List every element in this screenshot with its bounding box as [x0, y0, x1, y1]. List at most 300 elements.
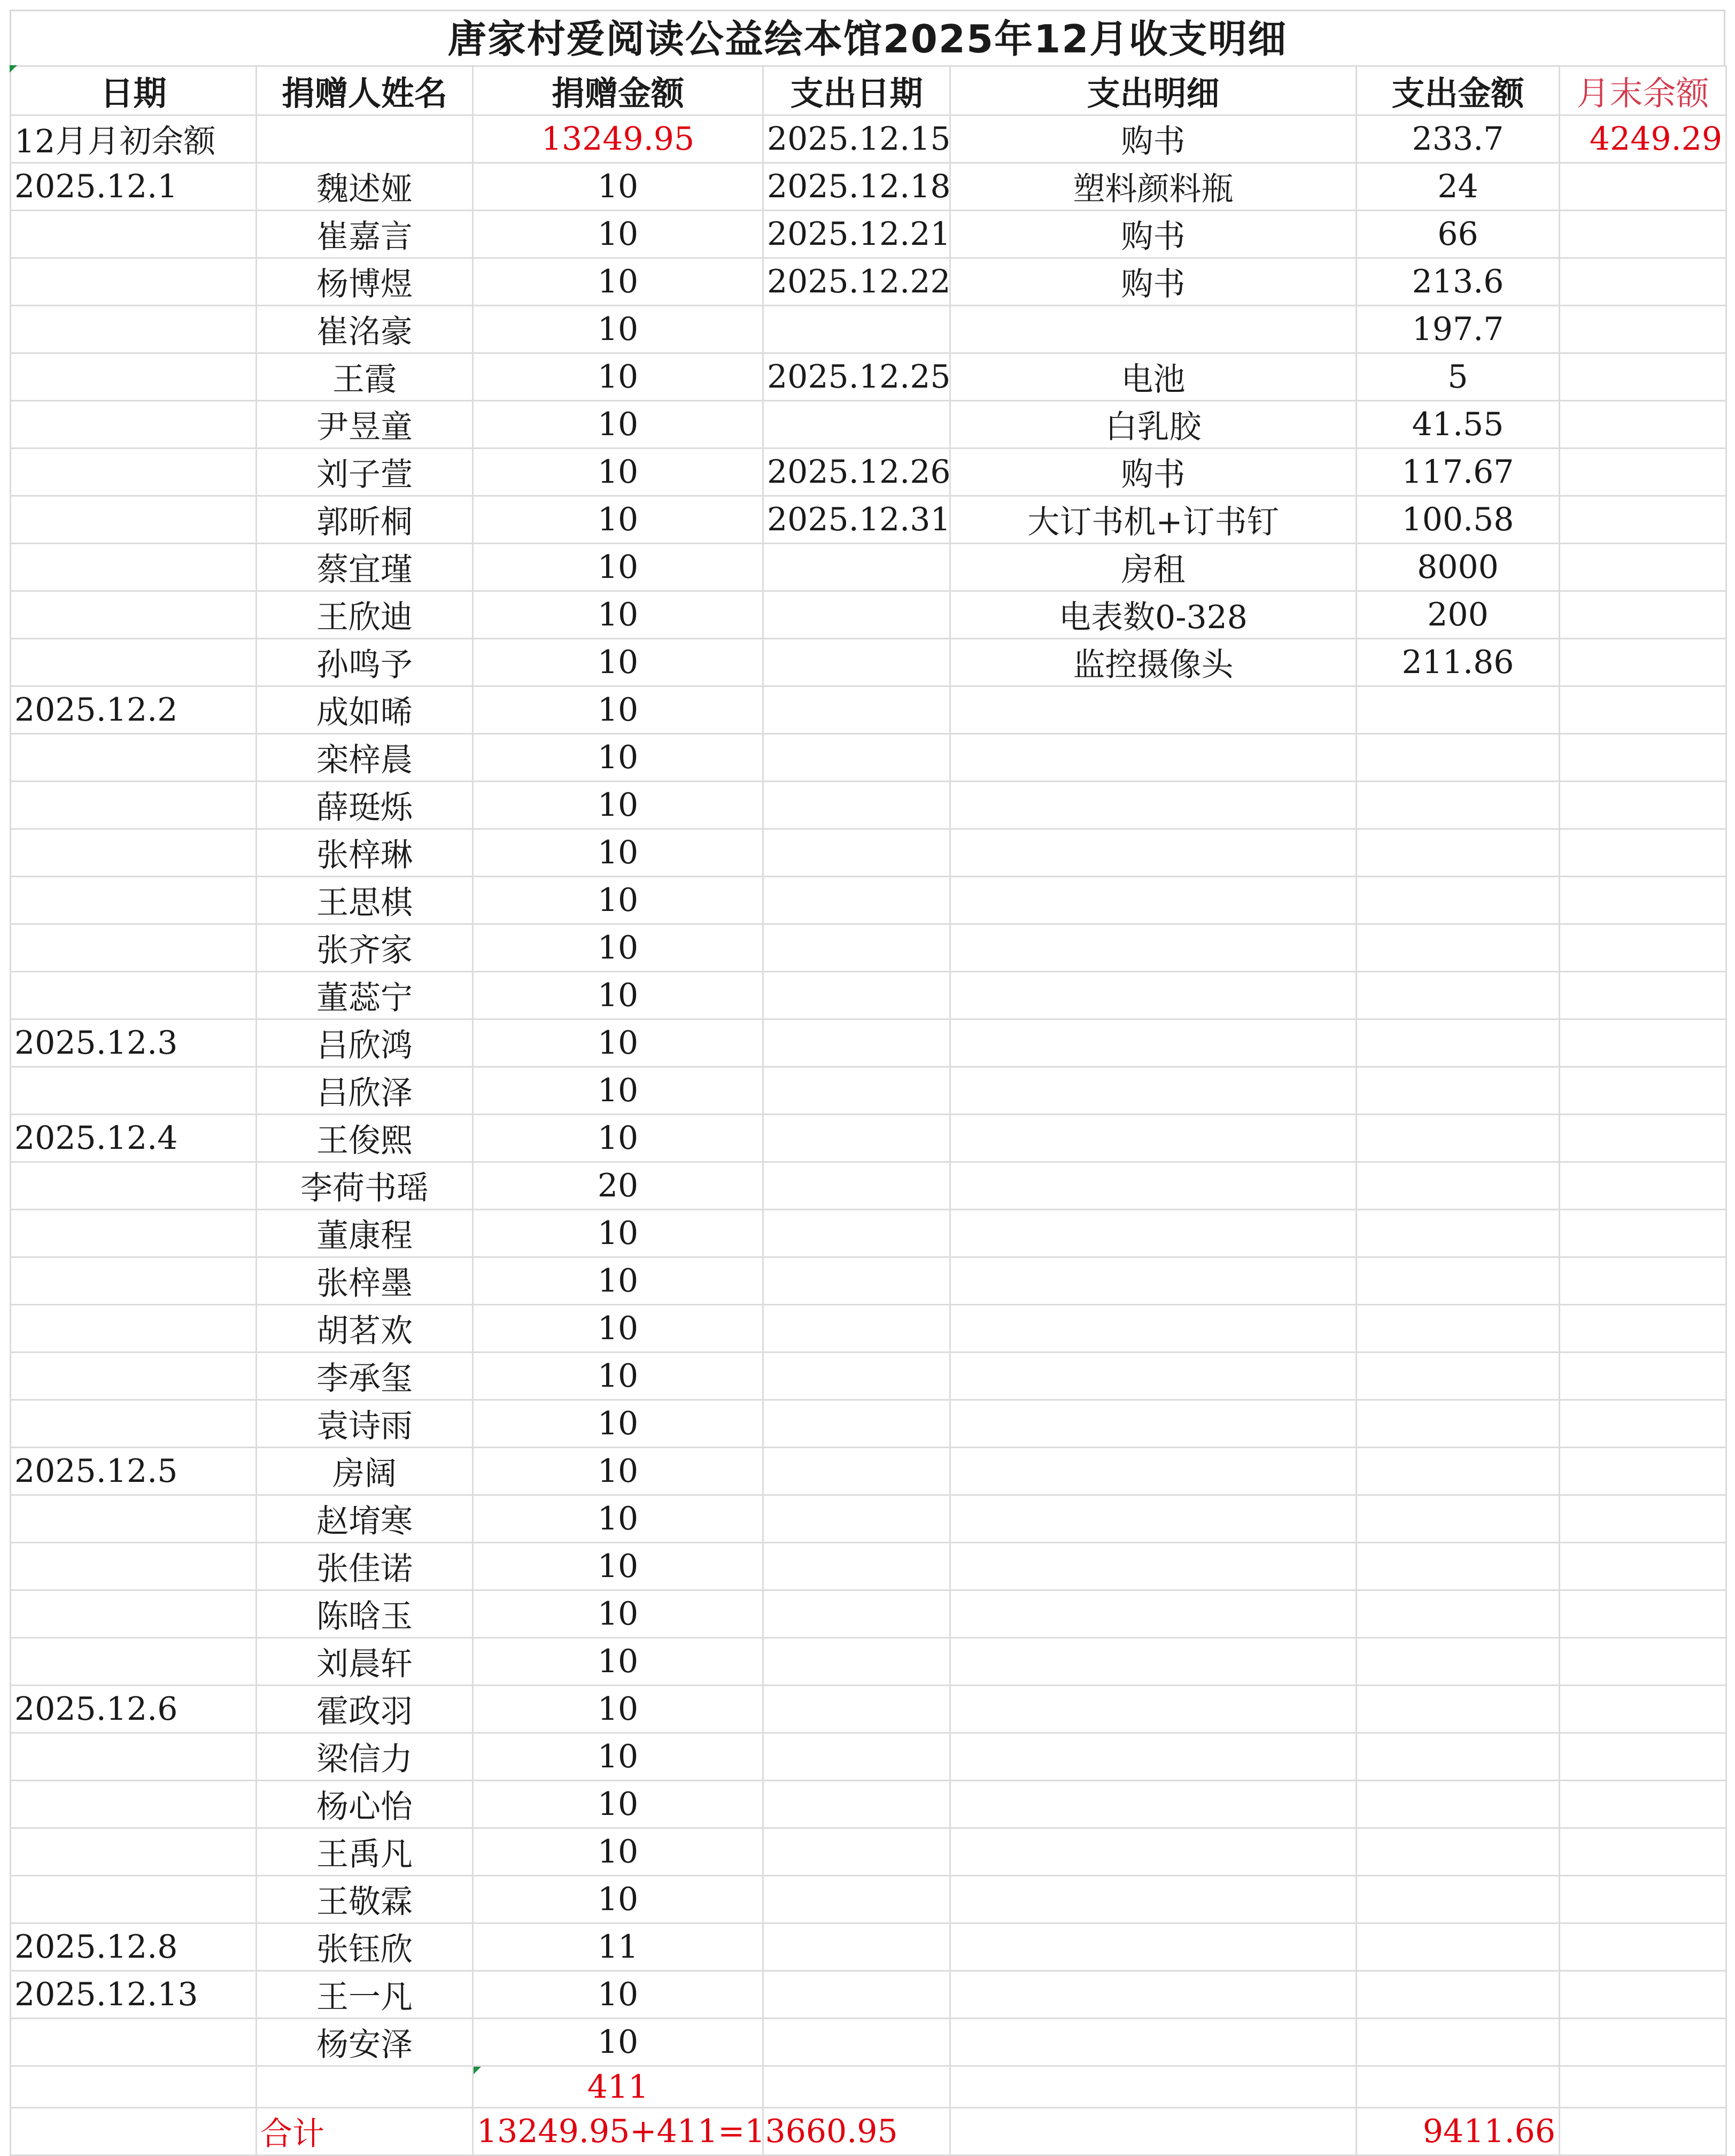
- donor-name-cell[interactable]: 王俊熙: [257, 1115, 473, 1162]
- date-cell[interactable]: [11, 924, 257, 972]
- expense-date-cell[interactable]: [763, 1353, 950, 1400]
- expense-amount-cell[interactable]: [1357, 2019, 1560, 2066]
- total-label[interactable]: 合计: [257, 2108, 473, 2155]
- header-donation-amount[interactable]: 捐赠金额: [473, 66, 763, 115]
- donor-name-cell[interactable]: 袁诗雨: [257, 1400, 473, 1448]
- empty-cell[interactable]: [11, 2108, 257, 2155]
- donation-subtotal[interactable]: [473, 2066, 763, 2108]
- date-cell[interactable]: [11, 591, 257, 639]
- expense-date-cell[interactable]: 2025.12.18: [763, 163, 950, 211]
- date-cell[interactable]: [11, 639, 257, 686]
- donation-amount-cell[interactable]: 10: [473, 2019, 763, 2066]
- expense-amount-cell[interactable]: [1357, 1305, 1560, 1353]
- donation-amount-cell[interactable]: 10: [473, 1733, 763, 1781]
- expense-date-cell[interactable]: [763, 829, 950, 877]
- date-cell[interactable]: 2025.12.5: [11, 1448, 257, 1495]
- expense-amount-cell[interactable]: [1357, 829, 1560, 877]
- month-end-balance-cell[interactable]: [1560, 639, 1726, 686]
- donor-name-cell[interactable]: 陈晗玉: [257, 1590, 473, 1638]
- donor-name-cell[interactable]: 房阔: [257, 1448, 473, 1495]
- donor-name-cell[interactable]: 崔洺豪: [257, 306, 473, 353]
- donor-name-cell[interactable]: 吕欣泽: [257, 1067, 473, 1115]
- expense-amount-cell[interactable]: 197.7: [1357, 306, 1560, 353]
- expense-amount-cell[interactable]: [1357, 877, 1560, 924]
- month-end-balance-cell[interactable]: [1560, 1495, 1726, 1543]
- date-cell[interactable]: 2025.12.8: [11, 1923, 257, 1971]
- expense-amount-cell[interactable]: 213.6: [1357, 258, 1560, 306]
- date-cell[interactable]: [11, 1733, 257, 1781]
- month-end-balance-cell[interactable]: [1560, 1638, 1726, 1686]
- donor-name-cell[interactable]: 杨心怡: [257, 1781, 473, 1828]
- donation-amount-cell[interactable]: 10: [473, 1019, 763, 1067]
- expense-amount-cell[interactable]: [1357, 686, 1560, 734]
- expense-amount-cell[interactable]: 66: [1357, 211, 1560, 258]
- expense-date-cell[interactable]: 2025.12.22: [763, 258, 950, 306]
- expense-detail-cell[interactable]: [950, 1686, 1357, 1733]
- expense-detail-cell[interactable]: [950, 1353, 1357, 1400]
- expense-date-cell[interactable]: [763, 877, 950, 924]
- donation-amount-cell[interactable]: 10: [473, 639, 763, 686]
- date-cell[interactable]: 2025.12.3: [11, 1019, 257, 1067]
- donation-amount-cell[interactable]: 10: [473, 1590, 763, 1638]
- month-end-balance-cell[interactable]: [1560, 1781, 1726, 1828]
- expense-date-cell[interactable]: 2025.12.15: [763, 115, 950, 163]
- month-end-balance-cell[interactable]: [1560, 401, 1726, 449]
- expense-amount-cell[interactable]: [1357, 1495, 1560, 1543]
- date-cell[interactable]: [11, 734, 257, 782]
- expense-detail-cell[interactable]: [950, 1067, 1357, 1115]
- date-cell[interactable]: [11, 2019, 257, 2066]
- donation-amount-cell[interactable]: 10: [473, 496, 763, 544]
- expense-date-cell[interactable]: [763, 782, 950, 829]
- expense-date-cell[interactable]: 2025.12.26: [763, 449, 950, 496]
- donor-name-cell[interactable]: 蔡宜瑾: [257, 544, 473, 591]
- expense-detail-cell[interactable]: 电表数0-328: [950, 591, 1357, 639]
- donation-amount-cell[interactable]: 10: [473, 1305, 763, 1353]
- expense-detail-cell[interactable]: [950, 1448, 1357, 1495]
- date-cell[interactable]: [11, 1828, 257, 1876]
- donor-name-cell[interactable]: 张佳诺: [257, 1543, 473, 1590]
- expense-detail-cell[interactable]: [950, 1638, 1357, 1686]
- date-cell[interactable]: [11, 306, 257, 353]
- expense-detail-cell[interactable]: [950, 829, 1357, 877]
- expense-amount-cell[interactable]: [1357, 1210, 1560, 1257]
- expense-date-cell[interactable]: [763, 734, 950, 782]
- expense-amount-cell[interactable]: 200: [1357, 591, 1560, 639]
- date-cell[interactable]: [11, 1495, 257, 1543]
- expense-amount-cell[interactable]: [1357, 1400, 1560, 1448]
- month-end-balance-cell[interactable]: [1560, 1448, 1726, 1495]
- expense-detail-cell[interactable]: [950, 1305, 1357, 1353]
- donation-amount-cell[interactable]: 10: [473, 829, 763, 877]
- expense-date-cell[interactable]: [763, 1923, 950, 1971]
- donor-name-cell[interactable]: 杨安泽: [257, 2019, 473, 2066]
- expense-amount-cell[interactable]: [1357, 1115, 1560, 1162]
- donation-amount-cell[interactable]: 10: [473, 972, 763, 1019]
- expense-amount-cell[interactable]: 100.58: [1357, 496, 1560, 544]
- expense-date-cell[interactable]: [763, 1162, 950, 1210]
- expense-detail-cell[interactable]: [950, 1828, 1357, 1876]
- expense-detail-cell[interactable]: 购书: [950, 449, 1357, 496]
- donation-amount-cell[interactable]: 10: [473, 1876, 763, 1923]
- donor-name-cell[interactable]: 张齐家: [257, 924, 473, 972]
- header-expense-date[interactable]: 支出日期: [763, 66, 950, 115]
- expense-detail-cell[interactable]: [950, 924, 1357, 972]
- expense-detail-cell[interactable]: 购书: [950, 211, 1357, 258]
- expense-date-cell[interactable]: [763, 1495, 950, 1543]
- month-end-balance-cell[interactable]: [1560, 211, 1726, 258]
- donation-total[interactable]: 13249.95+411=13660.95: [473, 2108, 763, 2155]
- month-end-balance-cell[interactable]: [1560, 1590, 1726, 1638]
- expense-date-cell[interactable]: 2025.12.31: [763, 496, 950, 544]
- donor-name-cell[interactable]: 董康程: [257, 1210, 473, 1257]
- expense-amount-cell[interactable]: [1357, 782, 1560, 829]
- donor-name-cell[interactable]: 崔嘉言: [257, 211, 473, 258]
- expense-detail-cell[interactable]: 购书: [950, 115, 1357, 163]
- donation-amount-cell[interactable]: 20: [473, 1162, 763, 1210]
- expense-detail-cell[interactable]: [950, 1162, 1357, 1210]
- donor-name-cell[interactable]: 尹昱童: [257, 401, 473, 449]
- donor-name-cell[interactable]: 杨博煜: [257, 258, 473, 306]
- expense-detail-cell[interactable]: [950, 782, 1357, 829]
- empty-cell[interactable]: [1560, 2066, 1726, 2108]
- donation-amount-cell[interactable]: 10: [473, 544, 763, 591]
- header-month-end-balance[interactable]: 月末余额: [1560, 66, 1726, 115]
- expense-date-cell[interactable]: [763, 1257, 950, 1305]
- expense-amount-cell[interactable]: [1357, 1019, 1560, 1067]
- date-cell[interactable]: [11, 972, 257, 1019]
- expense-date-cell[interactable]: 2025.12.21: [763, 211, 950, 258]
- month-end-balance-cell[interactable]: [1560, 1400, 1726, 1448]
- expense-amount-cell[interactable]: 233.7: [1357, 115, 1560, 163]
- empty-cell[interactable]: [257, 115, 473, 163]
- expense-date-cell[interactable]: [763, 924, 950, 972]
- expense-amount-cell[interactable]: [1357, 1590, 1560, 1638]
- donor-name-cell[interactable]: 王霞: [257, 353, 473, 401]
- expense-amount-cell[interactable]: [1357, 1828, 1560, 1876]
- expense-date-cell[interactable]: [763, 591, 950, 639]
- expense-date-cell[interactable]: [763, 639, 950, 686]
- donor-name-cell[interactable]: 张钰欣: [257, 1923, 473, 1971]
- expense-amount-cell[interactable]: [1357, 1733, 1560, 1781]
- month-end-balance-cell[interactable]: [1560, 1067, 1726, 1115]
- date-cell[interactable]: [11, 1590, 257, 1638]
- donation-amount-cell[interactable]: 10: [473, 1210, 763, 1257]
- month-end-balance-cell[interactable]: [1560, 449, 1726, 496]
- date-cell[interactable]: 2025.12.4: [11, 1115, 257, 1162]
- date-cell[interactable]: [11, 1067, 257, 1115]
- month-end-balance-cell[interactable]: [1560, 924, 1726, 972]
- month-end-balance-cell[interactable]: [1560, 1543, 1726, 1590]
- expense-amount-cell[interactable]: [1357, 1448, 1560, 1495]
- date-cell[interactable]: [11, 1210, 257, 1257]
- expense-amount-cell[interactable]: 211.86: [1357, 639, 1560, 686]
- expense-detail-cell[interactable]: [950, 1733, 1357, 1781]
- expense-date-cell[interactable]: [763, 1971, 950, 2019]
- donation-amount-cell[interactable]: 10: [473, 924, 763, 972]
- empty-cell[interactable]: [1560, 2108, 1726, 2155]
- expense-detail-cell[interactable]: 电池: [950, 353, 1357, 401]
- month-end-balance-cell[interactable]: [1560, 1971, 1726, 2019]
- donor-name-cell[interactable]: 吕欣鸿: [257, 1019, 473, 1067]
- month-end-balance-cell[interactable]: [1560, 829, 1726, 877]
- expense-detail-cell[interactable]: [950, 306, 1357, 353]
- expense-date-cell[interactable]: [763, 1305, 950, 1353]
- date-cell[interactable]: [11, 258, 257, 306]
- expense-amount-cell[interactable]: 24: [1357, 163, 1560, 211]
- empty-cell[interactable]: [763, 2066, 950, 2108]
- donor-name-cell[interactable]: 李承玺: [257, 1353, 473, 1400]
- header-expense-detail[interactable]: 支出明细: [950, 66, 1357, 115]
- date-cell[interactable]: [11, 1257, 257, 1305]
- expense-detail-cell[interactable]: [950, 1923, 1357, 1971]
- expense-date-cell[interactable]: [763, 1115, 950, 1162]
- month-end-balance-cell[interactable]: [1560, 1923, 1726, 1971]
- header-donor-name[interactable]: 捐赠人姓名: [257, 66, 473, 115]
- expense-amount-cell[interactable]: [1357, 1353, 1560, 1400]
- expense-detail-cell[interactable]: 购书: [950, 258, 1357, 306]
- donation-amount-cell[interactable]: 10: [473, 258, 763, 306]
- donor-name-cell[interactable]: 张梓墨: [257, 1257, 473, 1305]
- date-cell[interactable]: [11, 829, 257, 877]
- expense-date-cell[interactable]: 2025.12.25: [763, 353, 950, 401]
- donation-amount-cell[interactable]: 10: [473, 1638, 763, 1686]
- month-end-balance-cell[interactable]: [1560, 686, 1726, 734]
- expense-detail-cell[interactable]: [950, 1210, 1357, 1257]
- date-cell[interactable]: [11, 1305, 257, 1353]
- expense-date-cell[interactable]: [763, 1019, 950, 1067]
- donor-name-cell[interactable]: 魏述娅: [257, 163, 473, 211]
- empty-cell[interactable]: [950, 2066, 1357, 2108]
- donor-name-cell[interactable]: 刘晨轩: [257, 1638, 473, 1686]
- month-end-balance-cell[interactable]: [1560, 1162, 1726, 1210]
- donor-name-cell[interactable]: 王思棋: [257, 877, 473, 924]
- expense-detail-cell[interactable]: [950, 1876, 1357, 1923]
- month-end-balance-cell[interactable]: [1560, 2019, 1726, 2066]
- month-end-balance-cell[interactable]: [1560, 163, 1726, 211]
- month-end-balance-cell[interactable]: [1560, 1210, 1726, 1257]
- month-end-balance-cell[interactable]: [1560, 1305, 1726, 1353]
- expense-date-cell[interactable]: [763, 1828, 950, 1876]
- donation-amount-cell[interactable]: 10: [473, 1400, 763, 1448]
- empty-cell[interactable]: [1357, 2066, 1560, 2108]
- date-cell[interactable]: [11, 782, 257, 829]
- date-cell[interactable]: [11, 1162, 257, 1210]
- date-cell[interactable]: [11, 1876, 257, 1923]
- expense-date-cell[interactable]: [763, 972, 950, 1019]
- date-cell[interactable]: [11, 544, 257, 591]
- donation-amount-cell[interactable]: 10: [473, 1448, 763, 1495]
- expense-detail-cell[interactable]: [950, 972, 1357, 1019]
- donation-amount-cell[interactable]: 10: [473, 1686, 763, 1733]
- opening-balance[interactable]: 13249.95: [473, 115, 763, 163]
- donor-name-cell[interactable]: 栾梓晨: [257, 734, 473, 782]
- expense-date-cell[interactable]: [763, 1448, 950, 1495]
- donation-amount-cell[interactable]: 10: [473, 1543, 763, 1590]
- donor-name-cell[interactable]: 李荷书瑶: [257, 1162, 473, 1210]
- expense-amount-cell[interactable]: [1357, 1257, 1560, 1305]
- expense-detail-cell[interactable]: [950, 2019, 1357, 2066]
- header-expense-amount[interactable]: 支出金额: [1357, 66, 1560, 115]
- expense-date-cell[interactable]: [763, 1067, 950, 1115]
- expense-detail-cell[interactable]: [950, 734, 1357, 782]
- expense-detail-cell[interactable]: [950, 1543, 1357, 1590]
- expense-detail-cell[interactable]: [950, 1019, 1357, 1067]
- expense-detail-cell[interactable]: [950, 877, 1357, 924]
- donor-name-cell[interactable]: 王禹凡: [257, 1828, 473, 1876]
- month-end-balance-cell[interactable]: [1560, 734, 1726, 782]
- expense-amount-cell[interactable]: [1357, 1638, 1560, 1686]
- expense-amount-cell[interactable]: [1357, 972, 1560, 1019]
- expense-amount-cell[interactable]: [1357, 1876, 1560, 1923]
- month-end-balance-cell[interactable]: [1560, 1876, 1726, 1923]
- date-cell[interactable]: [11, 1638, 257, 1686]
- expense-date-cell[interactable]: [763, 2019, 950, 2066]
- expense-detail-cell[interactable]: [950, 1400, 1357, 1448]
- date-cell[interactable]: [11, 401, 257, 449]
- expense-detail-cell[interactable]: 塑料颜料瓶: [950, 163, 1357, 211]
- donor-name-cell[interactable]: 王一凡: [257, 1971, 473, 2019]
- date-cell[interactable]: [11, 353, 257, 401]
- expense-date-cell[interactable]: [763, 306, 950, 353]
- expense-detail-cell[interactable]: 房租: [950, 544, 1357, 591]
- expense-amount-cell[interactable]: [1357, 1067, 1560, 1115]
- expense-amount-cell[interactable]: [1357, 1971, 1560, 2019]
- month-end-balance-cell[interactable]: [1560, 353, 1726, 401]
- month-end-balance-cell[interactable]: [1560, 306, 1726, 353]
- expense-detail-cell[interactable]: [950, 686, 1357, 734]
- donation-amount-cell[interactable]: 10: [473, 1495, 763, 1543]
- donor-name-cell[interactable]: 董蕊宁: [257, 972, 473, 1019]
- month-end-balance-cell[interactable]: [1560, 1257, 1726, 1305]
- donor-name-cell[interactable]: 刘子萱: [257, 449, 473, 496]
- donation-amount-cell[interactable]: 10: [473, 782, 763, 829]
- expense-date-cell[interactable]: [763, 1590, 950, 1638]
- month-end-balance-cell[interactable]: [1560, 544, 1726, 591]
- donor-name-cell[interactable]: 张梓琳: [257, 829, 473, 877]
- expense-amount-cell[interactable]: [1357, 924, 1560, 972]
- month-end-balance-cell[interactable]: [1560, 1733, 1726, 1781]
- empty-cell[interactable]: [763, 2108, 950, 2155]
- donation-amount-cell[interactable]: 10: [473, 686, 763, 734]
- donation-amount-cell[interactable]: 10: [473, 1257, 763, 1305]
- donor-name-cell[interactable]: 霍政羽: [257, 1686, 473, 1733]
- expense-detail-cell[interactable]: [950, 1495, 1357, 1543]
- empty-cell[interactable]: [11, 2066, 257, 2108]
- date-cell[interactable]: [11, 1543, 257, 1590]
- donation-amount-cell[interactable]: 10: [473, 306, 763, 353]
- donor-name-cell[interactable]: 成如晞: [257, 686, 473, 734]
- expense-amount-cell[interactable]: 41.55: [1357, 401, 1560, 449]
- month-end-balance-cell[interactable]: [1560, 496, 1726, 544]
- donation-amount-cell[interactable]: 11: [473, 1923, 763, 1971]
- expense-amount-cell[interactable]: 117.67: [1357, 449, 1560, 496]
- donation-amount-cell[interactable]: 10: [473, 163, 763, 211]
- donation-amount-cell[interactable]: 10: [473, 1067, 763, 1115]
- donation-amount-cell[interactable]: 10: [473, 353, 763, 401]
- opening-label[interactable]: 12月月初余额: [11, 115, 257, 163]
- date-cell[interactable]: 2025.12.1: [11, 163, 257, 211]
- expense-date-cell[interactable]: [763, 1638, 950, 1686]
- expense-date-cell[interactable]: [763, 1876, 950, 1923]
- expense-detail-cell[interactable]: 大订书机+订书钉: [950, 496, 1357, 544]
- donor-name-cell[interactable]: 薛珽烁: [257, 782, 473, 829]
- expense-amount-cell[interactable]: 8000: [1357, 544, 1560, 591]
- month-end-balance-cell[interactable]: [1560, 1686, 1726, 1733]
- empty-cell[interactable]: [257, 2066, 473, 2108]
- expense-date-cell[interactable]: [763, 401, 950, 449]
- expense-total[interactable]: 9411.66: [1357, 2108, 1560, 2155]
- expense-date-cell[interactable]: [763, 1733, 950, 1781]
- date-cell[interactable]: 2025.12.2: [11, 686, 257, 734]
- month-end-balance-cell[interactable]: [1560, 972, 1726, 1019]
- donation-amount-cell[interactable]: 10: [473, 211, 763, 258]
- expense-date-cell[interactable]: [763, 686, 950, 734]
- expense-detail-cell[interactable]: 白乳胶: [950, 401, 1357, 449]
- donation-amount-cell[interactable]: 10: [473, 591, 763, 639]
- expense-detail-cell[interactable]: [950, 1115, 1357, 1162]
- donor-name-cell[interactable]: 孙鸣予: [257, 639, 473, 686]
- month-end-balance-cell[interactable]: [1560, 782, 1726, 829]
- donation-amount-cell[interactable]: 10: [473, 1115, 763, 1162]
- donation-amount-cell[interactable]: 10: [473, 877, 763, 924]
- date-cell[interactable]: [11, 1400, 257, 1448]
- date-cell[interactable]: 2025.12.6: [11, 1686, 257, 1733]
- donation-amount-cell[interactable]: 10: [473, 401, 763, 449]
- date-cell[interactable]: 2025.12.13: [11, 1971, 257, 2019]
- date-cell[interactable]: [11, 449, 257, 496]
- empty-cell[interactable]: [950, 2108, 1357, 2155]
- donor-name-cell[interactable]: 梁信力: [257, 1733, 473, 1781]
- date-cell[interactable]: [11, 1353, 257, 1400]
- expense-amount-cell[interactable]: [1357, 1923, 1560, 1971]
- donation-amount-cell[interactable]: 10: [473, 1828, 763, 1876]
- donor-name-cell[interactable]: 赵堉寒: [257, 1495, 473, 1543]
- expense-date-cell[interactable]: [763, 1400, 950, 1448]
- expense-date-cell[interactable]: [763, 544, 950, 591]
- expense-detail-cell[interactable]: [950, 1257, 1357, 1305]
- donor-name-cell[interactable]: 王敬霖: [257, 1876, 473, 1923]
- expense-amount-cell[interactable]: [1357, 1781, 1560, 1828]
- month-end-balance-cell[interactable]: [1560, 591, 1726, 639]
- donor-name-cell[interactable]: 王欣迪: [257, 591, 473, 639]
- expense-amount-cell[interactable]: 5: [1357, 353, 1560, 401]
- donor-name-cell[interactable]: 郭昕桐: [257, 496, 473, 544]
- expense-date-cell[interactable]: [763, 1543, 950, 1590]
- expense-date-cell[interactable]: [763, 1210, 950, 1257]
- expense-detail-cell[interactable]: [950, 1971, 1357, 2019]
- month-end-balance-cell[interactable]: [1560, 1353, 1726, 1400]
- expense-amount-cell[interactable]: [1357, 734, 1560, 782]
- month-end-balance-cell[interactable]: [1560, 877, 1726, 924]
- donation-amount-cell[interactable]: 10: [473, 1781, 763, 1828]
- month-end-balance[interactable]: 4249.29: [1560, 115, 1726, 163]
- date-cell[interactable]: [11, 1781, 257, 1828]
- donation-amount-cell[interactable]: 10: [473, 1353, 763, 1400]
- expense-detail-cell[interactable]: [950, 1781, 1357, 1828]
- expense-detail-cell[interactable]: [950, 1590, 1357, 1638]
- header-date[interactable]: 日期: [11, 66, 257, 115]
- donor-name-cell[interactable]: 胡茗欢: [257, 1305, 473, 1353]
- expense-date-cell[interactable]: [763, 1781, 950, 1828]
- donation-amount-cell[interactable]: 10: [473, 734, 763, 782]
- date-cell[interactable]: [11, 877, 257, 924]
- month-end-balance-cell[interactable]: [1560, 258, 1726, 306]
- donation-amount-cell[interactable]: 10: [473, 1971, 763, 2019]
- donation-amount-cell[interactable]: 10: [473, 449, 763, 496]
- month-end-balance-cell[interactable]: [1560, 1828, 1726, 1876]
- date-cell[interactable]: [11, 496, 257, 544]
